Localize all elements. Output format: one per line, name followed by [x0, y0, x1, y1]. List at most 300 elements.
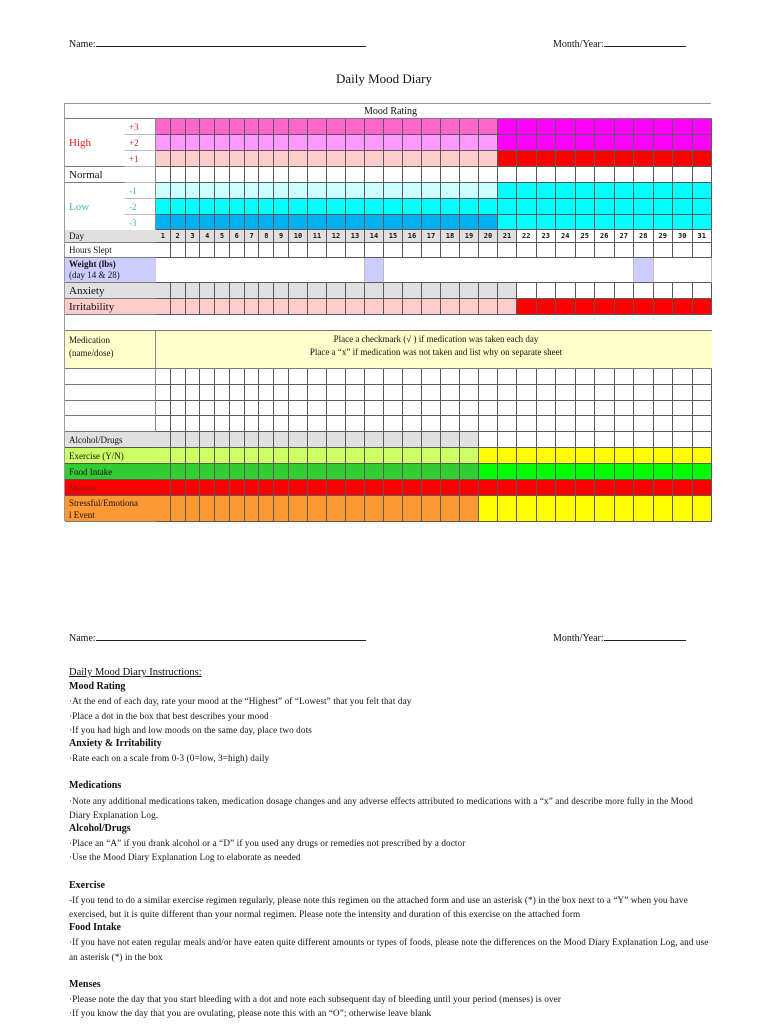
mood-minus3-cell-day-12[interactable]	[327, 215, 346, 230]
medication-4-cell-day-24[interactable]	[556, 416, 576, 432]
exercise-cell-day-8[interactable]	[259, 448, 274, 464]
stressful-event-cell-day-16[interactable]	[403, 496, 422, 522]
mood-plus3-cell-day-15[interactable]	[384, 119, 403, 135]
mood-minus2-cell-day-21[interactable]	[498, 199, 517, 215]
mood-minus1-cell-day-21[interactable]	[498, 183, 517, 199]
menses-cell-day-26[interactable]	[595, 480, 615, 496]
mood-plus1-cell-day-4[interactable]	[200, 151, 215, 167]
irritability-cell-day-11[interactable]	[308, 299, 327, 315]
hours-slept-cell-day-21[interactable]	[498, 243, 517, 258]
irritability-cell-day-29[interactable]	[654, 299, 674, 315]
mood-minus1-cell-day-3[interactable]	[186, 183, 201, 199]
mood-minus2-cell-day-9[interactable]	[274, 199, 289, 215]
anxiety-cell-day-10[interactable]	[289, 283, 308, 299]
mood-plus3-cell-day-9[interactable]	[274, 119, 289, 135]
mood-plus1-cell-day-22[interactable]	[517, 151, 537, 167]
irritability-cell-day-27[interactable]	[615, 299, 635, 315]
mood-normal-cell-day-4[interactable]	[200, 167, 215, 183]
mood-minus3-cell-day-19[interactable]	[460, 215, 479, 230]
mood-plus3-cell-day-30[interactable]	[673, 119, 693, 135]
irritability-cell-day-2[interactable]	[171, 299, 186, 315]
medication-4-cell-day-23[interactable]	[537, 416, 557, 432]
medication-3-cell-day-16[interactable]	[403, 401, 422, 417]
exercise-cell-day-16[interactable]	[403, 448, 422, 464]
food-intake-cell-day-5[interactable]	[215, 464, 230, 480]
mood-minus1-cell-day-30[interactable]	[673, 183, 693, 199]
hours-slept-cell-day-12[interactable]	[327, 243, 346, 258]
mood-plus1-cell-day-9[interactable]	[274, 151, 289, 167]
medication-4-cell-day-20[interactable]	[479, 416, 498, 432]
mood-plus3-cell-day-13[interactable]	[346, 119, 365, 135]
menses-cell-day-27[interactable]	[615, 480, 635, 496]
irritability-cell-day-26[interactable]	[595, 299, 615, 315]
mood-plus3-cell-day-12[interactable]	[327, 119, 346, 135]
mood-minus2-cell-day-3[interactable]	[186, 199, 201, 215]
mood-normal-cell-day-16[interactable]	[403, 167, 422, 183]
medication-3-cell-day-6[interactable]	[230, 401, 245, 417]
mood-plus2-cell-day-27[interactable]	[615, 135, 635, 151]
medication-1-cell-day-1[interactable]	[156, 369, 171, 385]
exercise-cell-day-13[interactable]	[346, 448, 365, 464]
medication-3-cell-day-28[interactable]	[634, 401, 654, 417]
food-intake-cell-day-1[interactable]	[156, 464, 171, 480]
alcohol-cell-day-20[interactable]	[479, 432, 498, 448]
medication-2-cell-day-31[interactable]	[693, 385, 712, 401]
mood-plus3-cell-day-21[interactable]	[498, 119, 517, 135]
mood-normal-cell-day-23[interactable]	[537, 167, 557, 183]
food-intake-cell-day-22[interactable]	[517, 464, 537, 480]
mood-plus1-cell-day-17[interactable]	[422, 151, 441, 167]
anxiety-cell-day-24[interactable]	[556, 283, 576, 299]
mood-normal-cell-day-30[interactable]	[673, 167, 693, 183]
medication-4-cell-day-10[interactable]	[289, 416, 308, 432]
medication-1-cell-day-20[interactable]	[479, 369, 498, 385]
exercise-cell-day-23[interactable]	[537, 448, 557, 464]
medication-4-cell-day-29[interactable]	[654, 416, 674, 432]
medication-2-cell-day-15[interactable]	[384, 385, 403, 401]
mood-minus2-cell-day-8[interactable]	[259, 199, 274, 215]
hours-slept-cell-day-31[interactable]	[693, 243, 712, 258]
stressful-event-cell-day-28[interactable]	[634, 496, 654, 522]
food-intake-cell-day-6[interactable]	[230, 464, 245, 480]
alcohol-cell-day-12[interactable]	[327, 432, 346, 448]
mood-plus1-cell-day-11[interactable]	[308, 151, 327, 167]
medication-1-cell-day-7[interactable]	[245, 369, 260, 385]
food-intake-cell-day-10[interactable]	[289, 464, 308, 480]
medication-2-cell-day-29[interactable]	[654, 385, 674, 401]
stressful-event-cell-day-8[interactable]	[259, 496, 274, 522]
mood-plus1-cell-day-23[interactable]	[537, 151, 557, 167]
irritability-cell-day-10[interactable]	[289, 299, 308, 315]
anxiety-cell-day-23[interactable]	[537, 283, 557, 299]
food-intake-cell-day-12[interactable]	[327, 464, 346, 480]
medication-1-cell-day-24[interactable]	[556, 369, 576, 385]
medication-1-cell-day-13[interactable]	[346, 369, 365, 385]
mood-normal-cell-day-3[interactable]	[186, 167, 201, 183]
exercise-cell-day-29[interactable]	[654, 448, 674, 464]
hours-slept-cell-day-11[interactable]	[308, 243, 327, 258]
menses-cell-day-29[interactable]	[654, 480, 674, 496]
exercise-cell-day-1[interactable]	[156, 448, 171, 464]
anxiety-cell-day-11[interactable]	[308, 283, 327, 299]
medication-1-cell-day-17[interactable]	[422, 369, 441, 385]
medication-1-cell-day-23[interactable]	[537, 369, 557, 385]
medication-2-cell-day-23[interactable]	[537, 385, 557, 401]
mood-plus1-cell-day-5[interactable]	[215, 151, 230, 167]
irritability-cell-day-4[interactable]	[200, 299, 215, 315]
mood-plus3-cell-day-6[interactable]	[230, 119, 245, 135]
mood-minus3-cell-day-3[interactable]	[186, 215, 201, 230]
medication-4-cell-day-3[interactable]	[186, 416, 201, 432]
mood-normal-cell-day-15[interactable]	[384, 167, 403, 183]
mood-normal-cell-day-27[interactable]	[615, 167, 635, 183]
medication-2-cell-day-28[interactable]	[634, 385, 654, 401]
mood-normal-cell-day-19[interactable]	[460, 167, 479, 183]
menses-cell-day-15[interactable]	[384, 480, 403, 496]
mood-plus3-cell-day-19[interactable]	[460, 119, 479, 135]
mood-minus1-cell-day-15[interactable]	[384, 183, 403, 199]
mood-plus2-cell-day-1[interactable]	[156, 135, 171, 151]
medication-4-cell-day-4[interactable]	[200, 416, 215, 432]
mood-minus2-cell-day-24[interactable]	[556, 199, 576, 215]
mood-minus1-cell-day-26[interactable]	[595, 183, 615, 199]
hours-slept-cell-day-2[interactable]	[171, 243, 186, 258]
mood-minus2-cell-day-5[interactable]	[215, 199, 230, 215]
food-intake-cell-day-24[interactable]	[556, 464, 576, 480]
hours-slept-cell-day-25[interactable]	[576, 243, 596, 258]
medication-3-cell-day-25[interactable]	[576, 401, 596, 417]
medication-1-cell-day-30[interactable]	[673, 369, 693, 385]
mood-plus2-cell-day-6[interactable]	[230, 135, 245, 151]
mood-plus2-cell-day-8[interactable]	[259, 135, 274, 151]
medication-2-cell-day-27[interactable]	[615, 385, 635, 401]
stressful-event-cell-day-6[interactable]	[230, 496, 245, 522]
medication-3-cell-day-29[interactable]	[654, 401, 674, 417]
mood-plus2-cell-day-12[interactable]	[327, 135, 346, 151]
hours-slept-cell-day-20[interactable]	[479, 243, 498, 258]
alcohol-cell-day-1[interactable]	[156, 432, 171, 448]
hours-slept-cell-day-14[interactable]	[365, 243, 384, 258]
stressful-event-cell-day-7[interactable]	[245, 496, 260, 522]
mood-minus2-cell-day-14[interactable]	[365, 199, 384, 215]
exercise-cell-day-2[interactable]	[171, 448, 186, 464]
menses-cell-day-24[interactable]	[556, 480, 576, 496]
exercise-cell-day-20[interactable]	[479, 448, 498, 464]
menses-cell-day-2[interactable]	[171, 480, 186, 496]
mood-plus2-cell-day-19[interactable]	[460, 135, 479, 151]
mood-plus1-cell-day-7[interactable]	[245, 151, 260, 167]
hours-slept-cell-day-30[interactable]	[673, 243, 693, 258]
mood-minus1-cell-day-12[interactable]	[327, 183, 346, 199]
hours-slept-cell-day-1[interactable]	[156, 243, 171, 258]
medication-3-cell-day-14[interactable]	[365, 401, 384, 417]
medication-1-cell-day-4[interactable]	[200, 369, 215, 385]
food-intake-cell-day-4[interactable]	[200, 464, 215, 480]
medication-2-cell-day-10[interactable]	[289, 385, 308, 401]
medication-3-cell-day-9[interactable]	[274, 401, 289, 417]
alcohol-cell-day-13[interactable]	[346, 432, 365, 448]
irritability-cell-day-15[interactable]	[384, 299, 403, 315]
stressful-event-cell-day-26[interactable]	[595, 496, 615, 522]
menses-cell-day-30[interactable]	[673, 480, 693, 496]
hours-slept-cell-day-17[interactable]	[422, 243, 441, 258]
medication-3-cell-day-4[interactable]	[200, 401, 215, 417]
hours-slept-cell-day-6[interactable]	[230, 243, 245, 258]
medication-4-cell-day-15[interactable]	[384, 416, 403, 432]
mood-minus1-cell-day-31[interactable]	[693, 183, 712, 199]
mood-normal-cell-day-2[interactable]	[171, 167, 186, 183]
mood-normal-cell-day-21[interactable]	[498, 167, 517, 183]
medication-3-cell-day-7[interactable]	[245, 401, 260, 417]
mood-normal-cell-day-1[interactable]	[156, 167, 171, 183]
irritability-cell-day-20[interactable]	[479, 299, 498, 315]
mood-plus3-cell-day-16[interactable]	[403, 119, 422, 135]
stressful-event-cell-day-20[interactable]	[479, 496, 498, 522]
mood-minus3-cell-day-26[interactable]	[595, 215, 615, 230]
exercise-cell-day-15[interactable]	[384, 448, 403, 464]
mood-plus2-cell-day-17[interactable]	[422, 135, 441, 151]
menses-cell-day-20[interactable]	[479, 480, 498, 496]
hours-slept-cell-day-26[interactable]	[595, 243, 615, 258]
mood-minus3-cell-day-29[interactable]	[654, 215, 674, 230]
hours-slept-cell-day-8[interactable]	[259, 243, 274, 258]
mood-plus1-cell-day-28[interactable]	[634, 151, 654, 167]
exercise-cell-day-30[interactable]	[673, 448, 693, 464]
mood-plus2-cell-day-28[interactable]	[634, 135, 654, 151]
mood-normal-cell-day-8[interactable]	[259, 167, 274, 183]
medication-1-cell-day-10[interactable]	[289, 369, 308, 385]
medication-4-cell-day-12[interactable]	[327, 416, 346, 432]
mood-minus3-cell-day-20[interactable]	[479, 215, 498, 230]
mood-plus2-cell-day-29[interactable]	[654, 135, 674, 151]
mood-plus1-cell-day-31[interactable]	[693, 151, 712, 167]
irritability-cell-day-9[interactable]	[274, 299, 289, 315]
mood-normal-cell-day-25[interactable]	[576, 167, 596, 183]
mood-minus3-cell-day-8[interactable]	[259, 215, 274, 230]
mood-minus3-cell-day-7[interactable]	[245, 215, 260, 230]
irritability-cell-day-13[interactable]	[346, 299, 365, 315]
menses-cell-day-5[interactable]	[215, 480, 230, 496]
mood-plus1-cell-day-19[interactable]	[460, 151, 479, 167]
medication-2-cell-day-21[interactable]	[498, 385, 517, 401]
medication-2-cell-day-7[interactable]	[245, 385, 260, 401]
mood-plus1-cell-day-10[interactable]	[289, 151, 308, 167]
medication-1-cell-day-5[interactable]	[215, 369, 230, 385]
medication-1-cell-day-19[interactable]	[460, 369, 479, 385]
mood-normal-cell-day-29[interactable]	[654, 167, 674, 183]
mood-minus1-cell-day-28[interactable]	[634, 183, 654, 199]
menses-cell-day-1[interactable]	[156, 480, 171, 496]
exercise-cell-day-6[interactable]	[230, 448, 245, 464]
anxiety-cell-day-12[interactable]	[327, 283, 346, 299]
medication-2-cell-day-20[interactable]	[479, 385, 498, 401]
mood-minus1-cell-day-14[interactable]	[365, 183, 384, 199]
irritability-cell-day-24[interactable]	[556, 299, 576, 315]
mood-plus2-cell-day-20[interactable]	[479, 135, 498, 151]
irritability-cell-day-3[interactable]	[186, 299, 201, 315]
medication-1-cell-day-6[interactable]	[230, 369, 245, 385]
mood-minus1-cell-day-22[interactable]	[517, 183, 537, 199]
anxiety-cell-day-14[interactable]	[365, 283, 384, 299]
stressful-event-cell-day-31[interactable]	[693, 496, 712, 522]
medication-4-cell-day-11[interactable]	[308, 416, 327, 432]
hours-slept-cell-day-3[interactable]	[186, 243, 201, 258]
mood-minus3-cell-day-24[interactable]	[556, 215, 576, 230]
mood-minus2-cell-day-28[interactable]	[634, 199, 654, 215]
mood-plus2-cell-day-3[interactable]	[186, 135, 201, 151]
alcohol-cell-day-14[interactable]	[365, 432, 384, 448]
medication-4-cell-day-19[interactable]	[460, 416, 479, 432]
alcohol-cell-day-4[interactable]	[200, 432, 215, 448]
mood-plus3-cell-day-5[interactable]	[215, 119, 230, 135]
food-intake-cell-day-7[interactable]	[245, 464, 260, 480]
anxiety-cell-day-28[interactable]	[634, 283, 654, 299]
mood-minus3-cell-day-18[interactable]	[441, 215, 460, 230]
mood-minus2-cell-day-13[interactable]	[346, 199, 365, 215]
mood-minus3-cell-day-30[interactable]	[673, 215, 693, 230]
alcohol-cell-day-23[interactable]	[537, 432, 557, 448]
menses-cell-day-13[interactable]	[346, 480, 365, 496]
menses-cell-day-7[interactable]	[245, 480, 260, 496]
medication-3-cell-day-23[interactable]	[537, 401, 557, 417]
mood-plus2-cell-day-23[interactable]	[537, 135, 557, 151]
mood-plus1-cell-day-20[interactable]	[479, 151, 498, 167]
mood-plus1-cell-day-26[interactable]	[595, 151, 615, 167]
alcohol-cell-day-8[interactable]	[259, 432, 274, 448]
menses-cell-day-14[interactable]	[365, 480, 384, 496]
exercise-cell-day-10[interactable]	[289, 448, 308, 464]
menses-cell-day-19[interactable]	[460, 480, 479, 496]
mood-minus1-cell-day-18[interactable]	[441, 183, 460, 199]
hours-slept-cell-day-28[interactable]	[634, 243, 654, 258]
medication-2-cell-day-25[interactable]	[576, 385, 596, 401]
menses-cell-day-9[interactable]	[274, 480, 289, 496]
irritability-cell-day-28[interactable]	[634, 299, 654, 315]
mood-minus1-cell-day-16[interactable]	[403, 183, 422, 199]
stressful-event-cell-day-3[interactable]	[186, 496, 201, 522]
medication-4-cell-day-28[interactable]	[634, 416, 654, 432]
mood-minus3-cell-day-23[interactable]	[537, 215, 557, 230]
medication-3-cell-day-1[interactable]	[156, 401, 171, 417]
mood-plus1-cell-day-18[interactable]	[441, 151, 460, 167]
exercise-cell-day-22[interactable]	[517, 448, 537, 464]
mood-plus3-cell-day-3[interactable]	[186, 119, 201, 135]
alcohol-cell-day-10[interactable]	[289, 432, 308, 448]
medication-3-cell-day-22[interactable]	[517, 401, 537, 417]
mood-plus2-cell-day-18[interactable]	[441, 135, 460, 151]
medication-3-cell-day-15[interactable]	[384, 401, 403, 417]
mood-plus3-cell-day-31[interactable]	[693, 119, 712, 135]
mood-minus3-cell-day-16[interactable]	[403, 215, 422, 230]
mood-minus3-cell-day-31[interactable]	[693, 215, 712, 230]
medication-2-cell-day-11[interactable]	[308, 385, 327, 401]
medication-1-cell-day-16[interactable]	[403, 369, 422, 385]
menses-cell-day-12[interactable]	[327, 480, 346, 496]
medication-4-cell-day-17[interactable]	[422, 416, 441, 432]
mood-minus3-cell-day-6[interactable]	[230, 215, 245, 230]
exercise-cell-day-11[interactable]	[308, 448, 327, 464]
menses-cell-day-22[interactable]	[517, 480, 537, 496]
medication-2-cell-day-1[interactable]	[156, 385, 171, 401]
medication-4-cell-day-27[interactable]	[615, 416, 635, 432]
medication-1-cell-day-8[interactable]	[259, 369, 274, 385]
food-intake-cell-day-31[interactable]	[693, 464, 712, 480]
mood-normal-cell-day-9[interactable]	[274, 167, 289, 183]
mood-plus3-cell-day-23[interactable]	[537, 119, 557, 135]
food-intake-cell-day-19[interactable]	[460, 464, 479, 480]
mood-plus2-cell-day-25[interactable]	[576, 135, 596, 151]
alcohol-cell-day-24[interactable]	[556, 432, 576, 448]
mood-plus1-cell-day-13[interactable]	[346, 151, 365, 167]
alcohol-cell-day-26[interactable]	[595, 432, 615, 448]
alcohol-cell-day-7[interactable]	[245, 432, 260, 448]
medication-3-cell-day-24[interactable]	[556, 401, 576, 417]
weight-cell-day-28[interactable]	[634, 258, 654, 283]
medication-2-cell-day-2[interactable]	[171, 385, 186, 401]
food-intake-cell-day-21[interactable]	[498, 464, 517, 480]
medication-2-cell-day-6[interactable]	[230, 385, 245, 401]
stressful-event-cell-day-27[interactable]	[615, 496, 635, 522]
hours-slept-cell-day-24[interactable]	[556, 243, 576, 258]
mood-minus1-cell-day-17[interactable]	[422, 183, 441, 199]
medication-1-cell-day-25[interactable]	[576, 369, 596, 385]
food-intake-cell-day-3[interactable]	[186, 464, 201, 480]
medication-2-cell-day-12[interactable]	[327, 385, 346, 401]
medication-3-cell-day-3[interactable]	[186, 401, 201, 417]
mood-plus2-cell-day-11[interactable]	[308, 135, 327, 151]
mood-plus2-cell-day-24[interactable]	[556, 135, 576, 151]
mood-minus2-cell-day-15[interactable]	[384, 199, 403, 215]
mood-plus1-cell-day-12[interactable]	[327, 151, 346, 167]
medication-1-cell-day-29[interactable]	[654, 369, 674, 385]
irritability-cell-day-22[interactable]	[517, 299, 537, 315]
medication-2-cell-day-26[interactable]	[595, 385, 615, 401]
medication-1-cell-day-11[interactable]	[308, 369, 327, 385]
exercise-cell-day-7[interactable]	[245, 448, 260, 464]
mood-plus3-cell-day-7[interactable]	[245, 119, 260, 135]
food-intake-cell-day-25[interactable]	[576, 464, 596, 480]
irritability-cell-day-21[interactable]	[498, 299, 517, 315]
medication-2-cell-day-3[interactable]	[186, 385, 201, 401]
mood-minus3-cell-day-22[interactable]	[517, 215, 537, 230]
medication-1-cell-day-27[interactable]	[615, 369, 635, 385]
exercise-cell-day-28[interactable]	[634, 448, 654, 464]
mood-minus3-cell-day-5[interactable]	[215, 215, 230, 230]
menses-cell-day-28[interactable]	[634, 480, 654, 496]
mood-plus1-cell-day-6[interactable]	[230, 151, 245, 167]
mood-plus3-cell-day-11[interactable]	[308, 119, 327, 135]
medication-4-cell-day-16[interactable]	[403, 416, 422, 432]
menses-cell-day-3[interactable]	[186, 480, 201, 496]
anxiety-cell-day-3[interactable]	[186, 283, 201, 299]
medication-2-cell-day-18[interactable]	[441, 385, 460, 401]
medication-4-cell-day-18[interactable]	[441, 416, 460, 432]
mood-minus2-cell-day-22[interactable]	[517, 199, 537, 215]
mood-plus3-cell-day-20[interactable]	[479, 119, 498, 135]
mood-plus1-cell-day-29[interactable]	[654, 151, 674, 167]
mood-minus1-cell-day-5[interactable]	[215, 183, 230, 199]
exercise-cell-day-21[interactable]	[498, 448, 517, 464]
alcohol-cell-day-15[interactable]	[384, 432, 403, 448]
irritability-cell-day-25[interactable]	[576, 299, 596, 315]
mood-plus3-cell-day-29[interactable]	[654, 119, 674, 135]
stressful-event-cell-day-18[interactable]	[441, 496, 460, 522]
hours-slept-cell-day-22[interactable]	[517, 243, 537, 258]
medication-4-cell-day-7[interactable]	[245, 416, 260, 432]
mood-normal-cell-day-13[interactable]	[346, 167, 365, 183]
irritability-cell-day-17[interactable]	[422, 299, 441, 315]
medication-4-cell-day-9[interactable]	[274, 416, 289, 432]
